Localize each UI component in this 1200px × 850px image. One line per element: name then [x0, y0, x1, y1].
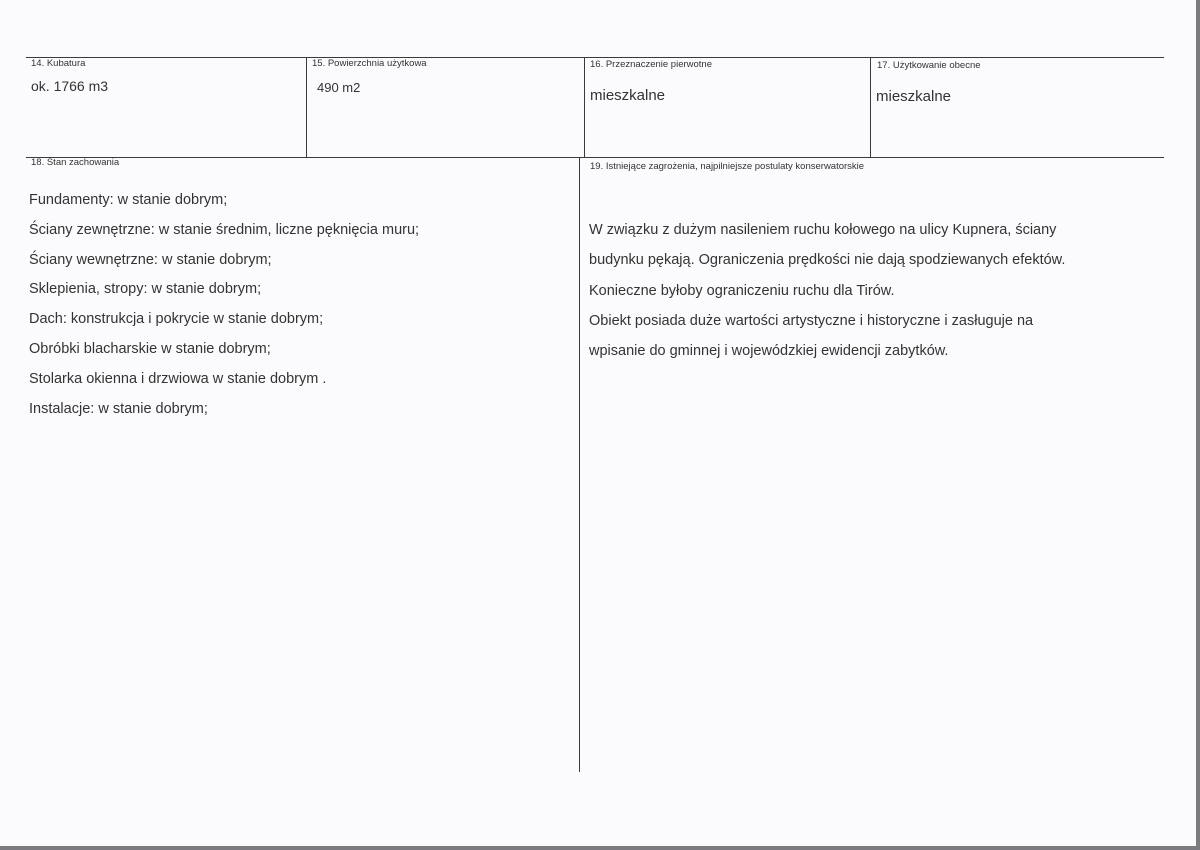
divider-15-16 [584, 57, 585, 157]
zagrozenia-line: Konieczne byłoby ograniczeniu ruchu dla Tirów. [589, 282, 895, 299]
uzytkowanie-value: mieszkalne [876, 88, 952, 105]
divider-14-15 [306, 57, 307, 157]
top-rule [26, 57, 1164, 58]
stan-line: Instalacje: w stanie dobrym; [29, 400, 208, 417]
stan-zachowania-label: 18. Stan zachowania [31, 157, 120, 168]
powierzchnia-value: 490 m2 [317, 80, 361, 95]
stan-line: Dach: konstrukcja i pokrycie w stanie dobrym; [29, 311, 324, 328]
stan-line: Ściany wewnętrzne: w stanie dobrym; [29, 251, 272, 268]
zagrozenia-line: W związku z dużym nasileniem ruchu kołowego na ulicy Kupnera, ściany [589, 222, 1057, 238]
zagrozenia-label: 19. Istniejące zagrożenia, najpilniejsze postulaty konserwatorskie [590, 161, 865, 172]
divider-16-17 [870, 57, 871, 157]
kubatura-value: ok. 1766 m3 [31, 78, 109, 94]
powierzchnia-label: 15. Powierzchnia użytkowa [312, 58, 427, 69]
divider-18-19 [579, 157, 580, 772]
stan-line: Ściany zewnętrzne: w stanie średnim, liczne pęknięcia muru; [29, 221, 420, 238]
stan-line: Sklepienia, stropy: w stanie dobrym; [29, 281, 262, 298]
zagrozenia-text [589, 215, 1065, 366]
zagrozenia-line: budynku pękają. Ograniczenia prędkości nie dają spodziewanych efektów. [589, 252, 1066, 269]
middle-rule [26, 157, 1164, 158]
stan-zachowania-list [29, 186, 419, 424]
stan-line: Fundamenty: w stanie dobrym; [29, 192, 228, 208]
stan-line: Stolarka okienna i drzwiowa w stanie dobrym . [29, 370, 327, 387]
uzytkowanie-label: 17. Użytkowanie obecne [877, 60, 981, 71]
kubatura-label: 14. Kubatura [31, 58, 86, 69]
stan-line: Obróbki blacharskie w stanie dobrym; [29, 340, 271, 357]
przeznaczenie-label: 16. Przeznaczenie pierwotne [590, 59, 712, 70]
przeznaczenie-value: mieszkalne [590, 87, 666, 104]
zagrozenia-line: wpisanie do gminnej i wojewódzkiej ewidencji zabytków. [589, 343, 949, 360]
zagrozenia-line: Obiekt posiada duże wartości artystyczne i historyczne i zasługuje na [589, 312, 1034, 329]
